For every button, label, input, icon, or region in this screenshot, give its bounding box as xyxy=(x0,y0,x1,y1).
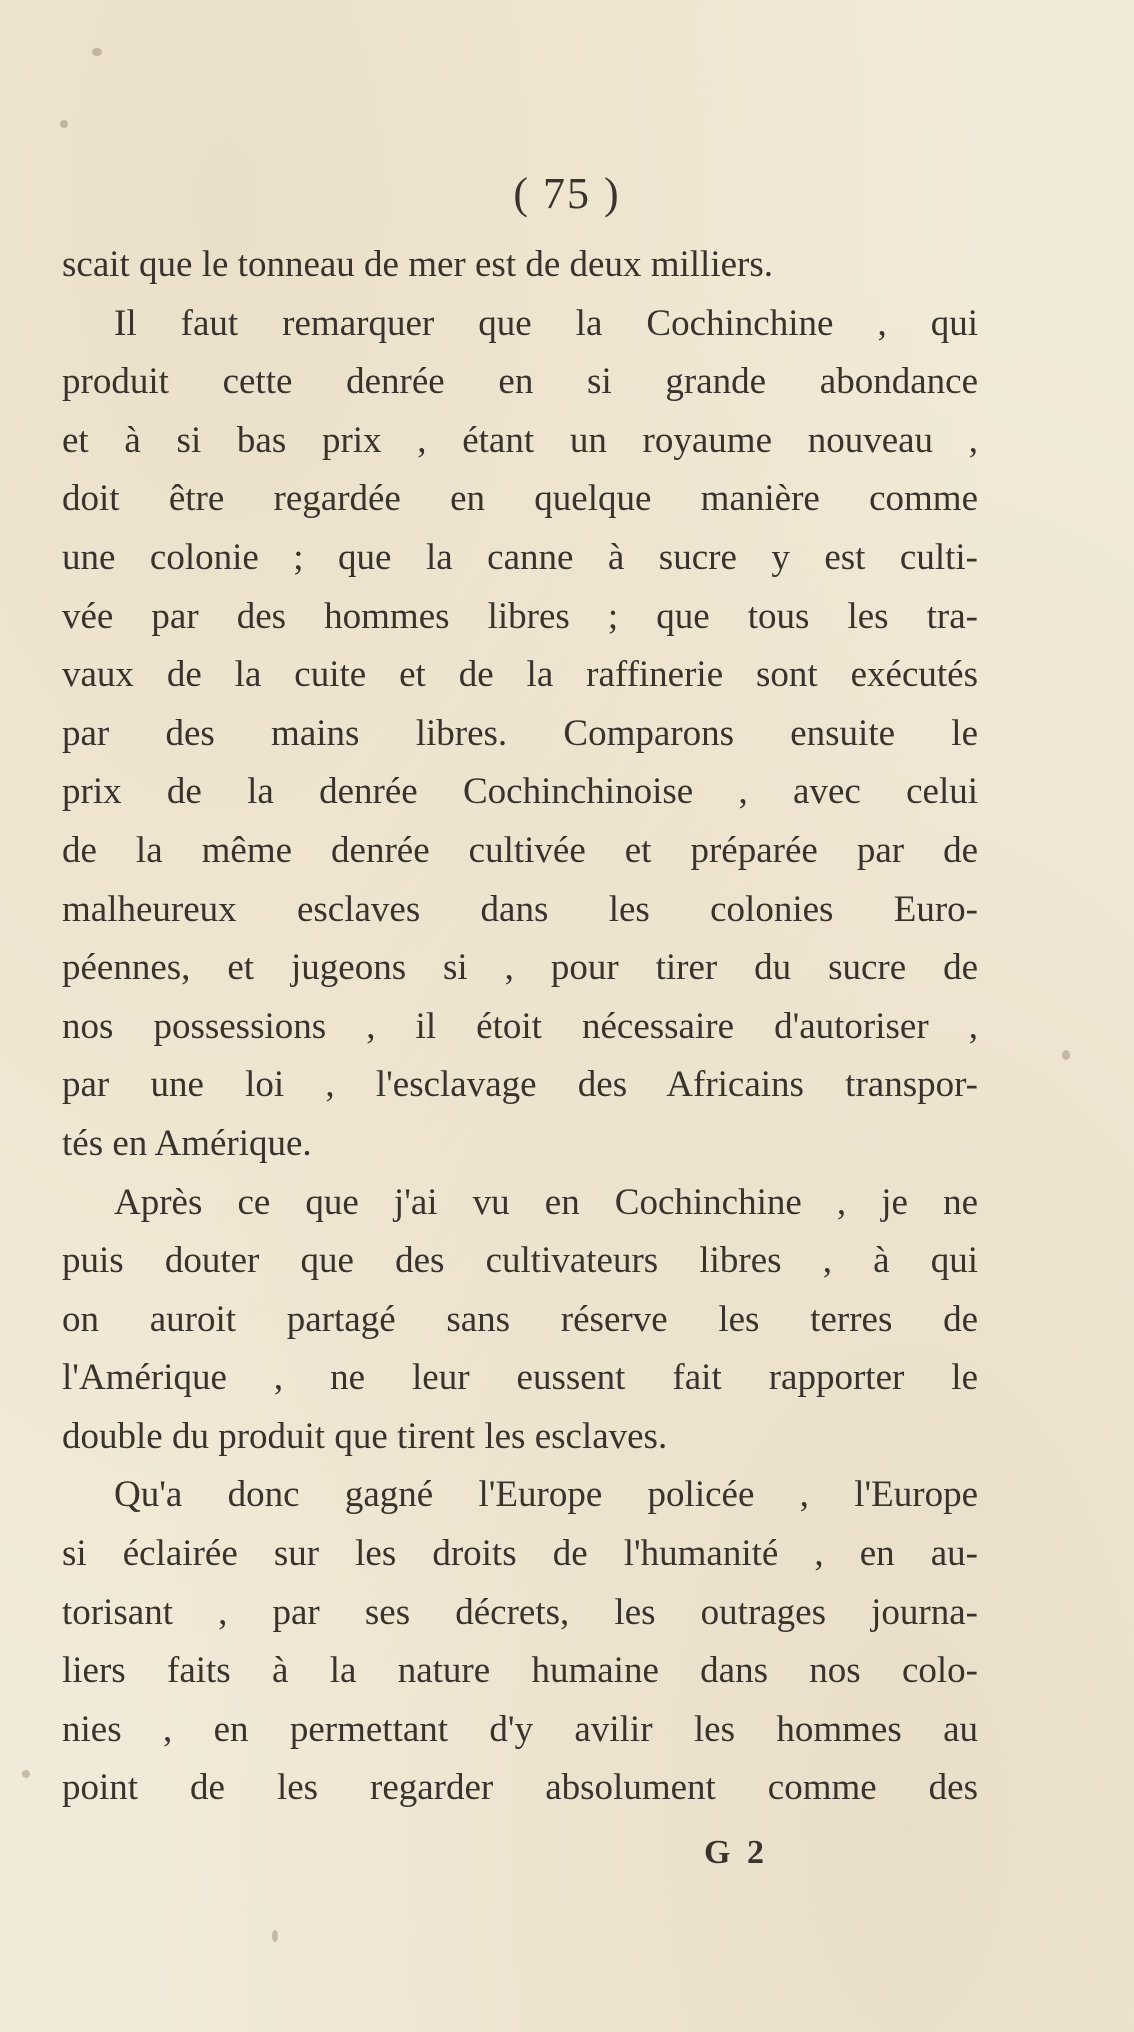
text-line: scait que le tonneau de mer est de deux milliers. xyxy=(62,244,773,285)
text-line: double du produit que tirent les esclaves. xyxy=(62,1415,668,1457)
text-line: par une loi , l'esclavage des Africains transpor- xyxy=(62,1064,978,1106)
text-line: produit cette denrée en si grande abondance xyxy=(62,361,978,403)
text-line: vaux de la cuite et de la raffinerie sont exécutés xyxy=(62,654,978,696)
page-number: ( 75 ) xyxy=(513,169,621,218)
text-line: puis douter que des cultivateurs libres , à qui xyxy=(62,1240,978,1282)
paper-speck xyxy=(22,1770,30,1778)
text-line: doit être regardée en quelque manière comme xyxy=(62,478,978,520)
text-line: par des mains libres. Comparons ensuite le xyxy=(62,712,978,754)
body-text xyxy=(62,236,978,1818)
text-line: de la même denrée cultivée et préparée par de xyxy=(62,829,978,871)
text-line: nos possessions , il étoit nécessaire d'autoriser , xyxy=(62,1005,978,1047)
signature-mark: G 2 xyxy=(704,1834,768,1871)
text-line: torisant , par ses décrets, les outrages journa- xyxy=(62,1591,978,1633)
text-line: point de les regarder absolument comme des xyxy=(62,1767,978,1809)
text-line: liers faits à la nature humaine dans nos colo- xyxy=(62,1650,978,1692)
text-line: tés en Amérique. xyxy=(62,1122,312,1164)
text-line: Il faut remarquer que la Cochinchine , qui xyxy=(114,302,978,344)
text-line: malheureux esclaves dans les colonies Euro- xyxy=(62,888,978,930)
text-line: l'Amérique , ne leur eussent fait rapporter le xyxy=(62,1357,978,1399)
paper-speck xyxy=(92,48,102,56)
text-line: Après ce que j'ai vu en Cochinchine , je ne xyxy=(114,1181,978,1223)
text-line: si éclairée sur les droits de l'humanité , en au- xyxy=(62,1533,978,1575)
paper-speck xyxy=(1062,1050,1070,1060)
text-line: Qu'a donc gagné l'Europe policée , l'Europe xyxy=(114,1474,978,1516)
paper-speck xyxy=(60,120,68,128)
paper-speck xyxy=(272,1930,278,1942)
text-line: vée par des hommes libres ; que tous les tra- xyxy=(62,595,978,637)
text-line: péennes, et jugeons si , pour tirer du sucre de xyxy=(62,947,978,989)
text-line: on auroit partagé sans réserve les terres de xyxy=(62,1298,978,1340)
text-line: prix de la denrée Cochinchinoise , avec celui xyxy=(62,771,978,813)
text-line: une colonie ; que la canne à sucre y est culti- xyxy=(62,536,978,578)
text-line: et à si bas prix , étant un royaume nouveau , xyxy=(62,419,978,461)
text-line: nies , en permettant d'y avilir les hommes au xyxy=(62,1708,978,1750)
